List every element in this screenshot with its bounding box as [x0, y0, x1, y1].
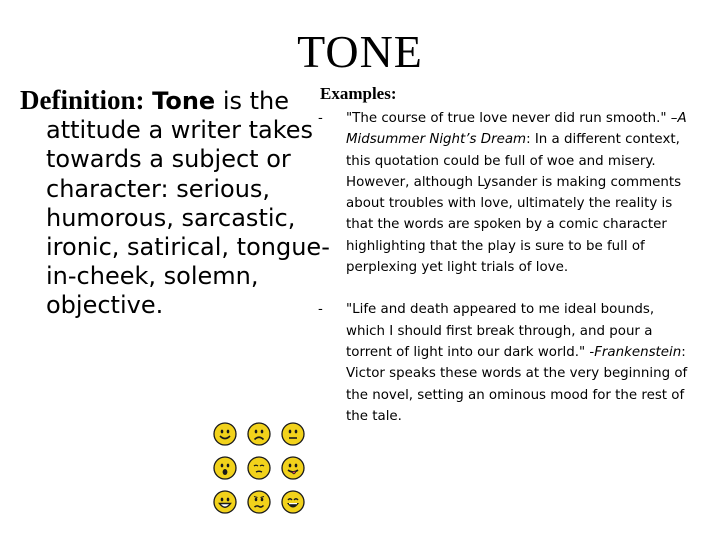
definition-term: Tone: [152, 87, 216, 115]
definition-body: is the attitude a writer takes towards a subject or character: serious, humorous, sarcastic, ironic, satirical, tongue-in-cheek, solemn, objective.: [46, 87, 330, 320]
example-comment: : In a different context, this quotation could be full of woe and misery. However, although Lysander is making comments about troubles with love, ultimately the reality is that the words are spoken by a comic character highlighting that the play is sure to be full of perplexing yet light trials of love.: [346, 132, 682, 276]
worried-smiley-icon: [247, 490, 271, 514]
sleepy-smiley-icon: [247, 456, 271, 480]
sad-smiley-icon: [247, 422, 271, 446]
grinning-smiley-icon: [213, 490, 237, 514]
definition-text: [20, 86, 336, 321]
smiley-faces-image: [213, 422, 309, 518]
example-text: [346, 299, 688, 427]
slide-title: TONE: [297, 26, 423, 77]
surprised-smiley-icon: [213, 456, 237, 480]
example-item: [318, 299, 688, 427]
example-text: [346, 108, 688, 278]
bullet-dash: -: [318, 111, 323, 126]
examples-list: [318, 108, 688, 427]
tongue-smiley-icon: [281, 456, 305, 480]
bullet-dash: -: [318, 302, 323, 318]
happy-smiley-icon: [213, 422, 237, 446]
neutral-smiley-icon: [281, 422, 305, 446]
examples-heading: Examples:: [320, 84, 397, 103]
example-quote: "Life and death appeared to me ideal bounds, which I should first break through, and pour a torrent of light into our dark world." -: [346, 302, 655, 360]
example-item: [318, 108, 688, 278]
definition-label: Definition:: [20, 85, 145, 115]
example-comment: : Victor speaks these words at the very beginning of the novel, setting an ominous mood for the rest of the tale.: [346, 344, 688, 424]
example-source: A Midsummer Night’s Dream: [346, 111, 687, 148]
example-quote: "The course of true love never did run smooth." –: [346, 111, 678, 126]
laughing-smiley-icon: [281, 490, 305, 514]
example-source: Frankenstein: [594, 344, 682, 360]
